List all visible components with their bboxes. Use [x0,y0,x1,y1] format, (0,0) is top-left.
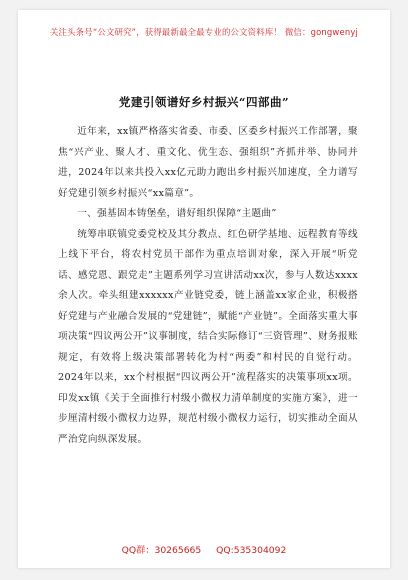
document-title: 党建引领谱好乡村振兴“四部曲” [118,95,290,109]
section-heading: 一、强基固本铸堡垒，谱好组织保障“主题曲” [77,208,277,219]
header-banner: 关注头条号“公文研究”，获得最新最全最专业的公文资料库！ 微信：gongwenyj [49,27,359,37]
qq-contact-text: QQ:535304092 [216,545,287,556]
section-paragraph: 统筹串联镇党委党校及其分教点、红色研学基地、远程教育等线上线下平台，将农村党员干部作为重点培训对象，深入开展“听党话、感党恩、跟党走”主题系列学习宣讲活动xx次，参与人数达xxxx余人次。牵头组建xxxxxx产业链党委，链上涵盖xx家企业，积极搭好党建与产业融合发展的“党建链”，赋能“产业链”。全面落实重大事项决策“四议两公开”议事制度，结合实际修订“三资管理”、财务报账规定，有效将上级决策部署转化为村“两委”和村民的自觉行动。2024年以来，xx个村根据“四议两公开”流程落实的决策事项xx项。印发xx镇《关于全面推行村级小微权力清单制度的实施方案》，进一步厘清村级小微权力边界，规范村级小微权力运行，切实推动全面从严治党向纵深发展。 [58,228,358,445]
intro-paragraph: 近年来，xx镇严格落实省委、市委、区委乡村振兴工作部署，聚焦“兴产业、聚人才、重文化、优生态、强组织”齐抓并举、协同并进，2024年以来共投入xx亿元助力跑出乡村振兴加速度，全力谱写好党建引领乡村振兴“xx篇章”。 [58,126,358,199]
footer-contact [18,542,390,556]
document-body [58,122,358,450]
document-page [18,10,390,568]
qq-group-text: QQ群：30265665 [121,545,202,556]
